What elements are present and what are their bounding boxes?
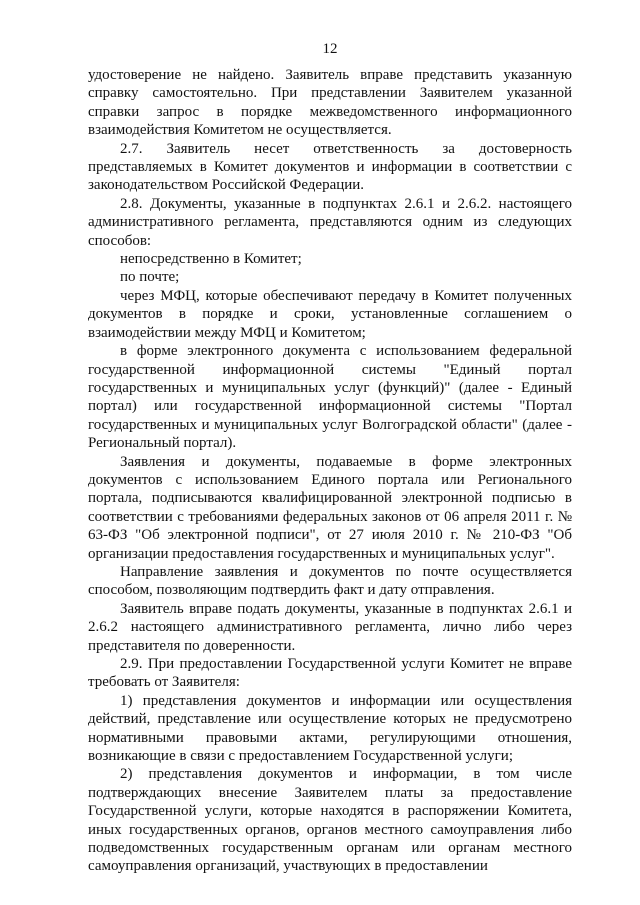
paragraph: 2.7. Заявитель несет ответственность за достоверность представляемых в Комитет документов и информации в соответствии с законодательством Российской Федерации. xyxy=(88,140,572,194)
paragraph: Направление заявления и документов по почте осуществляется способом, позволяющим подтвердить факт и дату отправления. xyxy=(88,563,572,599)
paragraph: Заявления и документы, подаваемые в форме электронных документов с использованием Единого портала или Регионального портала, подписываются квалифицированной электронной подписью в соответствии с требованиями федеральных законов от 06 апреля 2011 г. № 63-ФЗ "Об электронной подписи", от 27 июля 2010 г. № 210-ФЗ "Об организации предоставления государственных и муниципальных услуг". xyxy=(88,453,572,562)
paragraph: 2.8. Документы, указанные в подпунктах 2.6.1 и 2.6.2. настоящего административного регламента, представляются одним из следующих способов: xyxy=(88,195,572,249)
paragraph: через МФЦ, которые обеспечивают передачу в Комитет полученных документов в порядке и сроки, установленные соглашением о взаимодействии между МФЦ и Комитетом; xyxy=(88,287,572,341)
paragraph: 2) представления документов и информации, в том числе подтверждающих внесение Заявителем платы за предоставление Государственной услуги, которые находятся в распоряжении Комитета, иных государственных органов, органов местного самоуправления либо подведомственных государственным органам или органам местного самоуправления организаций, участвующих в предоставлении xyxy=(88,766,572,875)
paragraph: в форме электронного документа с использованием федеральной государственной информационной системы "Единый портал государственных и муниципальных услуг (функций)" (далее - Единый портал) или государственной информационной системы "Портал государственных и муниципальных услуг Волгоградской области" (далее - Региональный портал). xyxy=(88,343,572,452)
document-page xyxy=(88,40,572,876)
paragraph: Заявитель вправе подать документы, указанные в подпунктах 2.6.1 и 2.6.2 настоящего административного регламента, лично либо через представителя по доверенности. xyxy=(88,600,572,654)
document-body xyxy=(88,66,572,876)
paragraph: удостоверение не найдено. Заявитель вправе представить указанную справку самостоятельно. При представлении Заявителем указанной справки запрос в порядке межведомственного информационного взаимодействия Комитетом не осуществляется. xyxy=(88,67,572,139)
paragraph: 2.9. При предоставлении Государственной услуги Комитет не вправе требовать от Заявителя: xyxy=(88,656,572,691)
paragraph: 1) представления документов и информации или осуществления действий, представление или осуществление которых не предусмотрено нормативными правовыми актами, регулирующими отношения, возникающие в связи с предоставлением Государственной услуги; xyxy=(88,692,572,765)
paragraph: по почте; xyxy=(120,269,180,286)
page-number: 12 xyxy=(322,41,338,57)
paragraph: непосредственно в Комитет; xyxy=(120,251,302,268)
